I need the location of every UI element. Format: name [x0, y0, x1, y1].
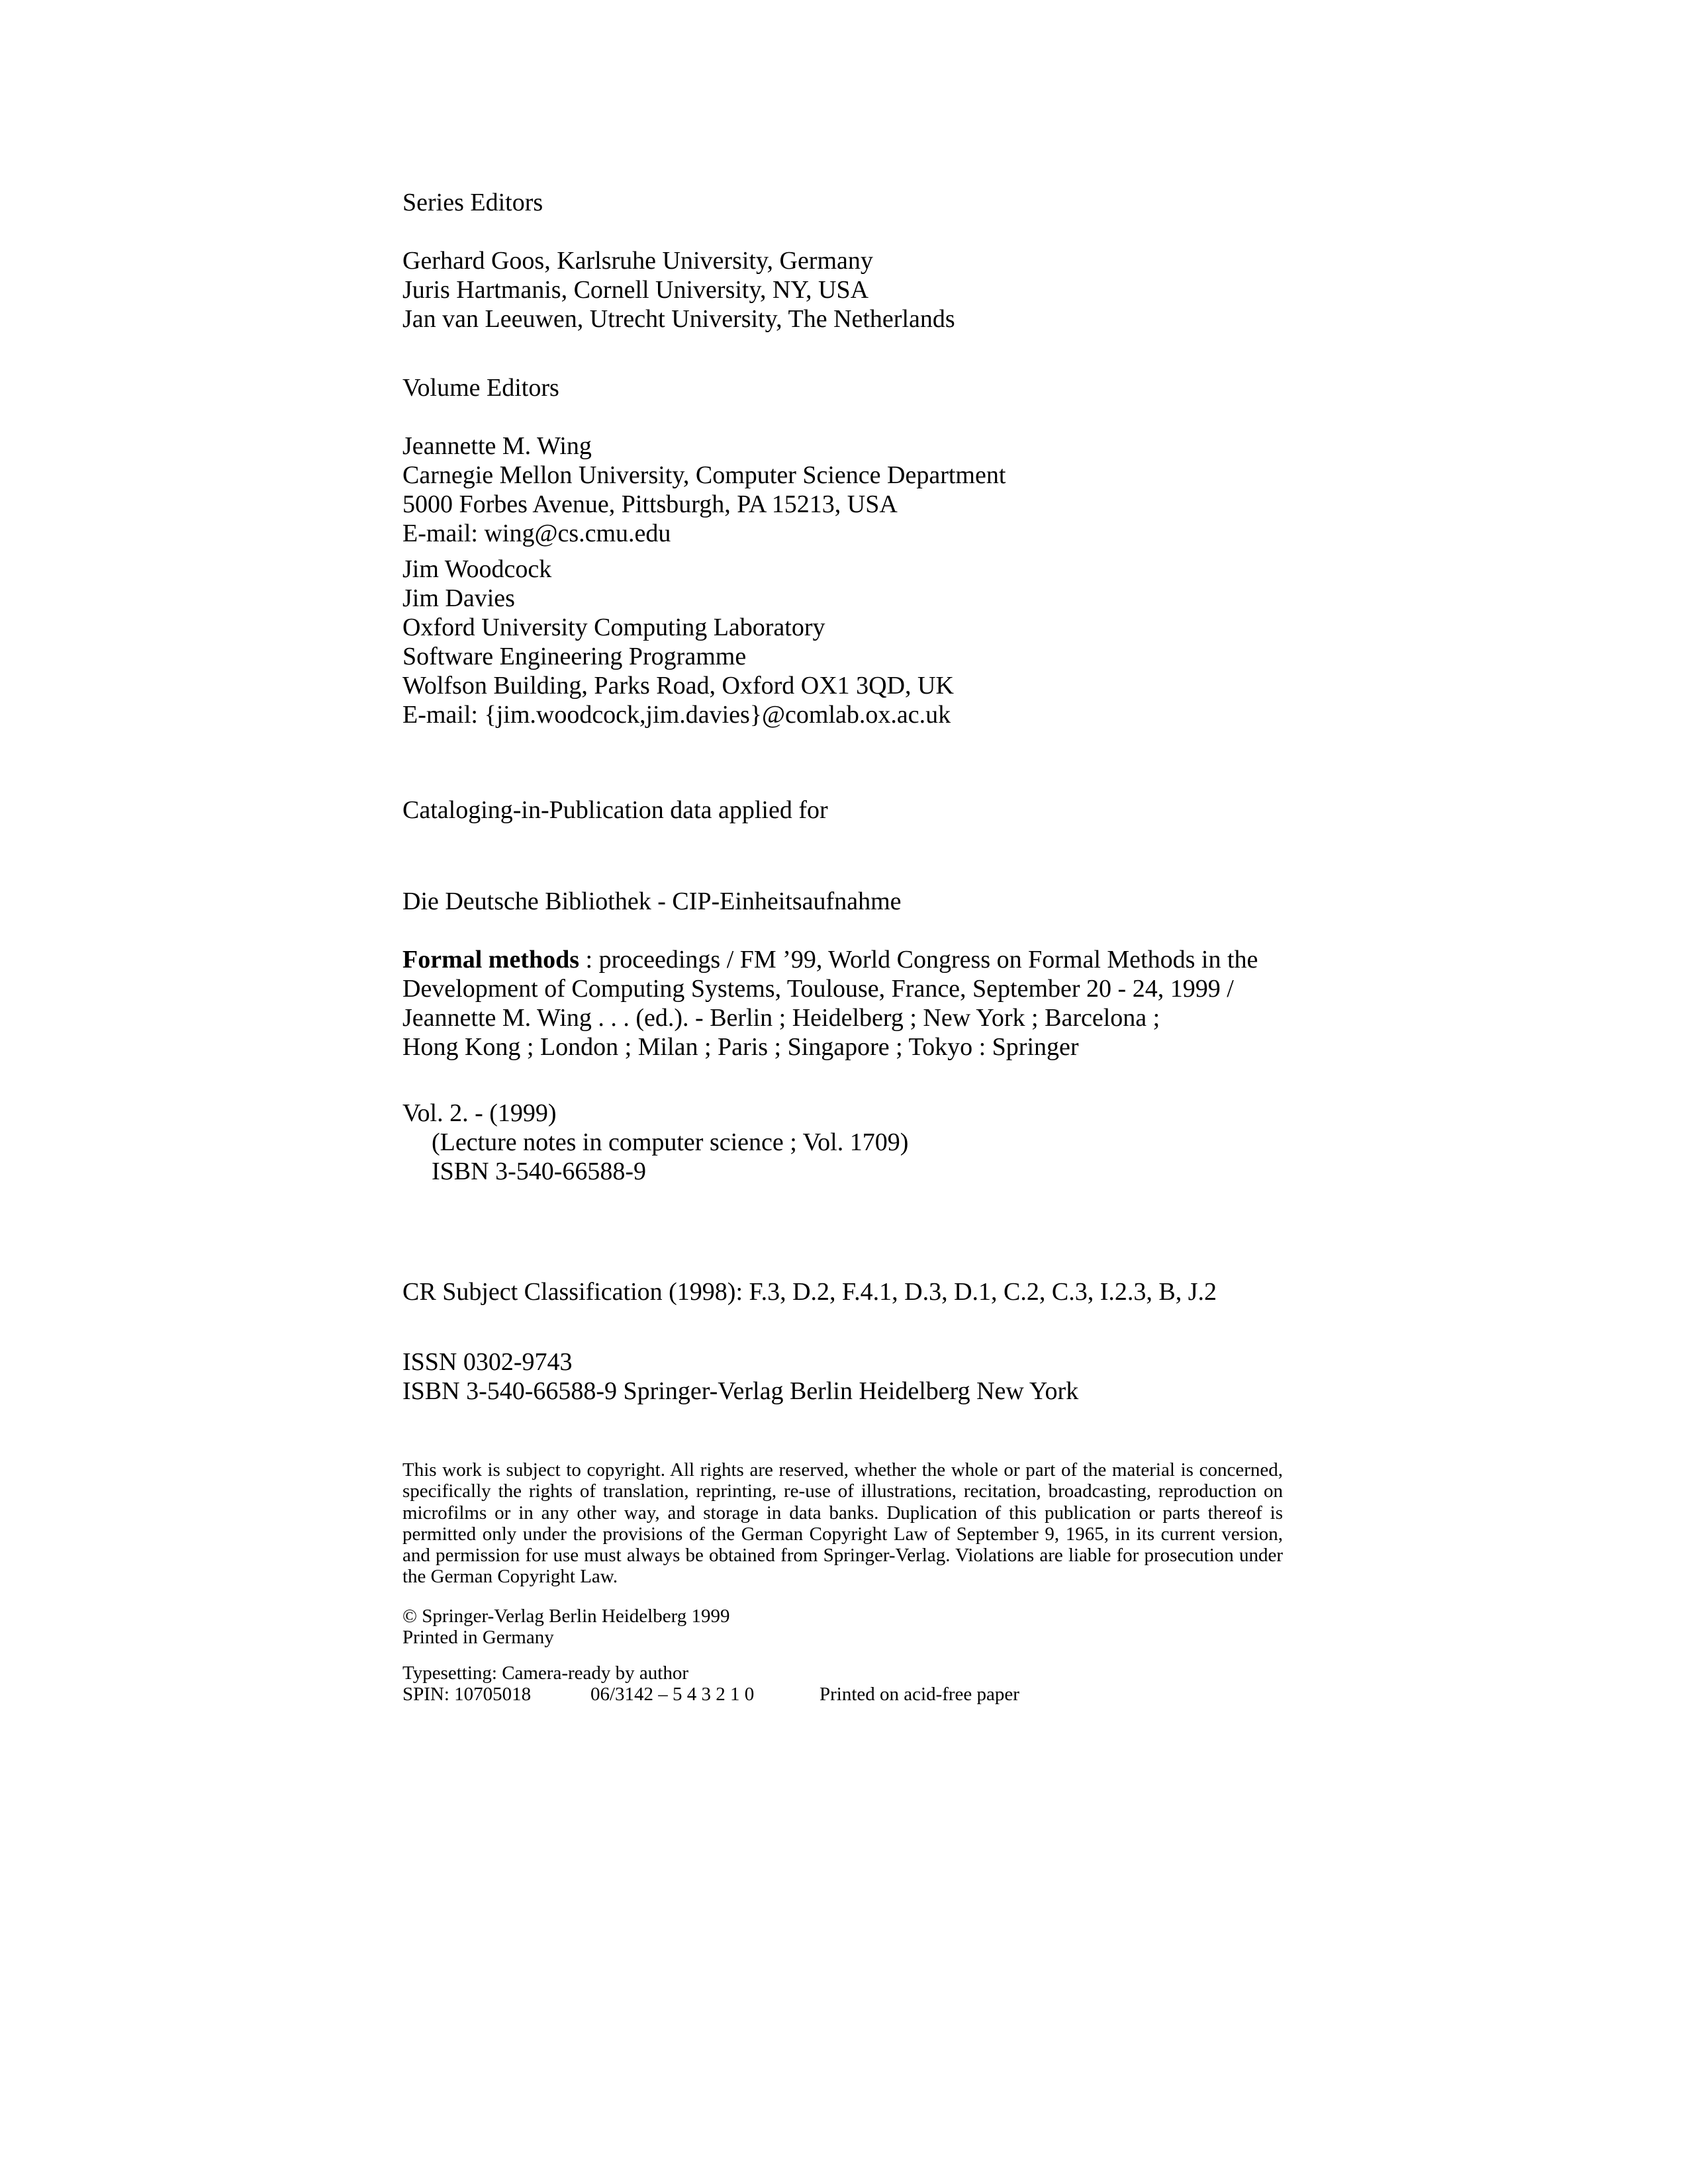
dnb-volume: Vol. 2. - (1999) (Lecture notes in computer science ; Vol. 1709) ISBN 3-540-66588-9	[402, 1099, 909, 1185]
series-editor: Gerhard Goos, Karlsruhe University, Germany	[402, 247, 873, 275]
volume-editors-heading: Volume Editors	[402, 374, 559, 402]
copyright-line: © Springer-Verlag Berlin Heidelberg 1999	[402, 1606, 730, 1627]
print-code: 06/3142 – 5 4 3 2 1 0	[590, 1684, 755, 1706]
spin-row	[402, 1684, 1283, 1705]
email: E-mail: wing@cs.cmu.edu	[402, 520, 671, 547]
spin-number: SPIN: 10705018	[402, 1684, 532, 1706]
typesetting: Typesetting: Camera-ready by author	[402, 1662, 689, 1684]
production-info	[402, 1662, 1283, 1705]
series-editors-heading: Series Editors	[402, 189, 543, 216]
issn-isbn	[402, 1347, 1078, 1406]
volume-editor-2: Jim Woodcock Jim Davies Oxford University Computing Laboratory Software Engineering Programme Wolfson Building, Parks Road, Oxford OX1 3QD, UK E-mail: {jim.woodcock,jim.davies}@comlab.ox.ac.uk	[402, 555, 954, 729]
email: E-mail: {jim.woodcock,jim.davies}@comlab.ox.ac.uk	[402, 701, 951, 729]
volume-editor-1: Jeannette M. Wing Carnegie Mellon University, Computer Science Department 5000 Forbes Avenue, Pittsburgh, PA 15213, USA E-mail: wing@cs.cmu.edu	[402, 432, 1006, 547]
series-editor: Juris Hartmanis, Cornell University, NY, USA	[402, 276, 869, 304]
isbn: ISBN 3-540-66588-9 Springer-Verlag Berlin Heidelberg New York	[402, 1377, 1079, 1405]
dnb-heading: Die Deutsche Bibliothek - CIP-Einheitsaufnahme	[402, 887, 902, 915]
series-editor: Jan van Leeuwen, Utrecht University, The Netherlands	[402, 305, 955, 333]
paper-note: Printed on acid-free paper	[820, 1684, 1019, 1706]
copyright-notice: This work is subject to copyright. All rights are reserved, whether the whole or part of the material is concerned, specifically the rights of translation, reprinting, re-use of illustrations, recitation, broadcasting, reproduction on microfilms or in any other way, and storage in data banks. Duplication of this publication or parts thereof is permitted only under the provisions of the German Copyright Law of September 9, 1965, in its current version, and permission for use must always be obtained from Springer-Verlag. Violations are liable for prosecution under the German Copyright Law.	[402, 1459, 1283, 1588]
series-editors-list	[402, 246, 955, 334]
copyright-block	[402, 1606, 729, 1649]
dnb-record: Formal methods : proceedings / FM ’99, World Congress on Formal Methods in the Development of Computing Systems, Toulouse, France, September 20 - 24, 1999 / Jeannette M. Wing . . . (ed.). - Berlin ; Heidelberg ; New York ; Barcelona ; Hong Kong ; London ; Milan ; Paris ; Singapore ; Tokyo : Springer	[402, 946, 1258, 1061]
cip-note: Cataloging-in-Publication data applied for	[402, 796, 828, 824]
cr-subject: CR Subject Classification (1998): F.3, D.2, F.4.1, D.3, D.1, C.2, C.3, I.2.3, B, J.2	[402, 1278, 1217, 1306]
dnb-title: Formal methods	[402, 946, 580, 974]
printed-in: Printed in Germany	[402, 1627, 554, 1649]
issn: ISSN 0302-9743	[402, 1348, 573, 1376]
